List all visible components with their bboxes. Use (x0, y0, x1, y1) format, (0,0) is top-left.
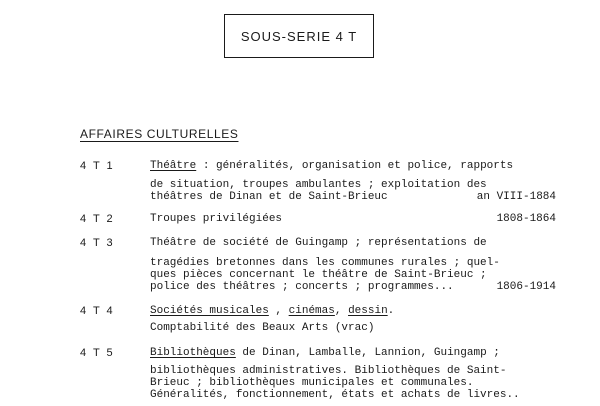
series-title-box (224, 14, 374, 58)
section-heading: AFFAIRES CULTURELLES (80, 127, 239, 141)
entry-code: 4 T 3 (80, 237, 115, 249)
entry-line (150, 160, 513, 172)
entry-line: tragédies bretonnes dans les communes rurales ; quel- (150, 257, 500, 269)
entry-line: théâtres de Dinan et de Saint-Brieuc (150, 191, 388, 203)
entry-separator: , (268, 305, 289, 317)
entry-line: Généralités, fonctionnement, états et achats de livres.. (150, 389, 520, 401)
entry-code: 4 T 5 (80, 347, 115, 359)
entry-code: 4 T 2 (80, 213, 115, 225)
series-title: SOUS-SERIE 4 T (240, 28, 358, 44)
entry-subject: Sociétés musicales (150, 305, 269, 317)
entry-line (150, 305, 394, 317)
entry-date: 1808-1864 (496, 213, 556, 225)
entry-line (150, 347, 500, 359)
entry-line: Comptabilité des Beaux Arts (vrac) (150, 322, 375, 334)
entry-code: 4 T 1 (80, 160, 115, 172)
entry-code: 4 T 4 (80, 305, 115, 317)
entry-line: bibliothèques administratives. Bibliothèques de Saint- (150, 365, 507, 377)
entry-date: an VIII-1884 (476, 191, 556, 203)
entry-subject: dessin (348, 305, 388, 317)
entry-line: Brieuc ; bibliothèques municipales et communales. (150, 377, 474, 389)
entry-line: ques pièces concernant le théâtre de Saint-Brieuc ; (150, 269, 487, 281)
entry-text: de Dinan, Lamballe, Lannion, Guingamp ; (235, 347, 500, 359)
entry-line: police des théâtres ; concerts ; programmes... (150, 281, 454, 293)
entry-separator: . (387, 305, 395, 317)
entry-line: de situation, troupes ambulantes ; exploitation des (150, 179, 487, 191)
entry-subject: cinémas (288, 305, 335, 317)
entry-subject: Bibliothèques (150, 347, 236, 359)
entry-subject: Théâtre (150, 160, 197, 172)
entry-date: 1806-1914 (496, 281, 556, 293)
entry-line: Troupes privilégiées (150, 213, 283, 225)
entry-line: Théâtre de société de Guingamp ; représentations de (150, 237, 487, 249)
entry-separator: , (334, 305, 349, 317)
entry-text: : généralités, organisation et police, rapports (196, 160, 514, 172)
